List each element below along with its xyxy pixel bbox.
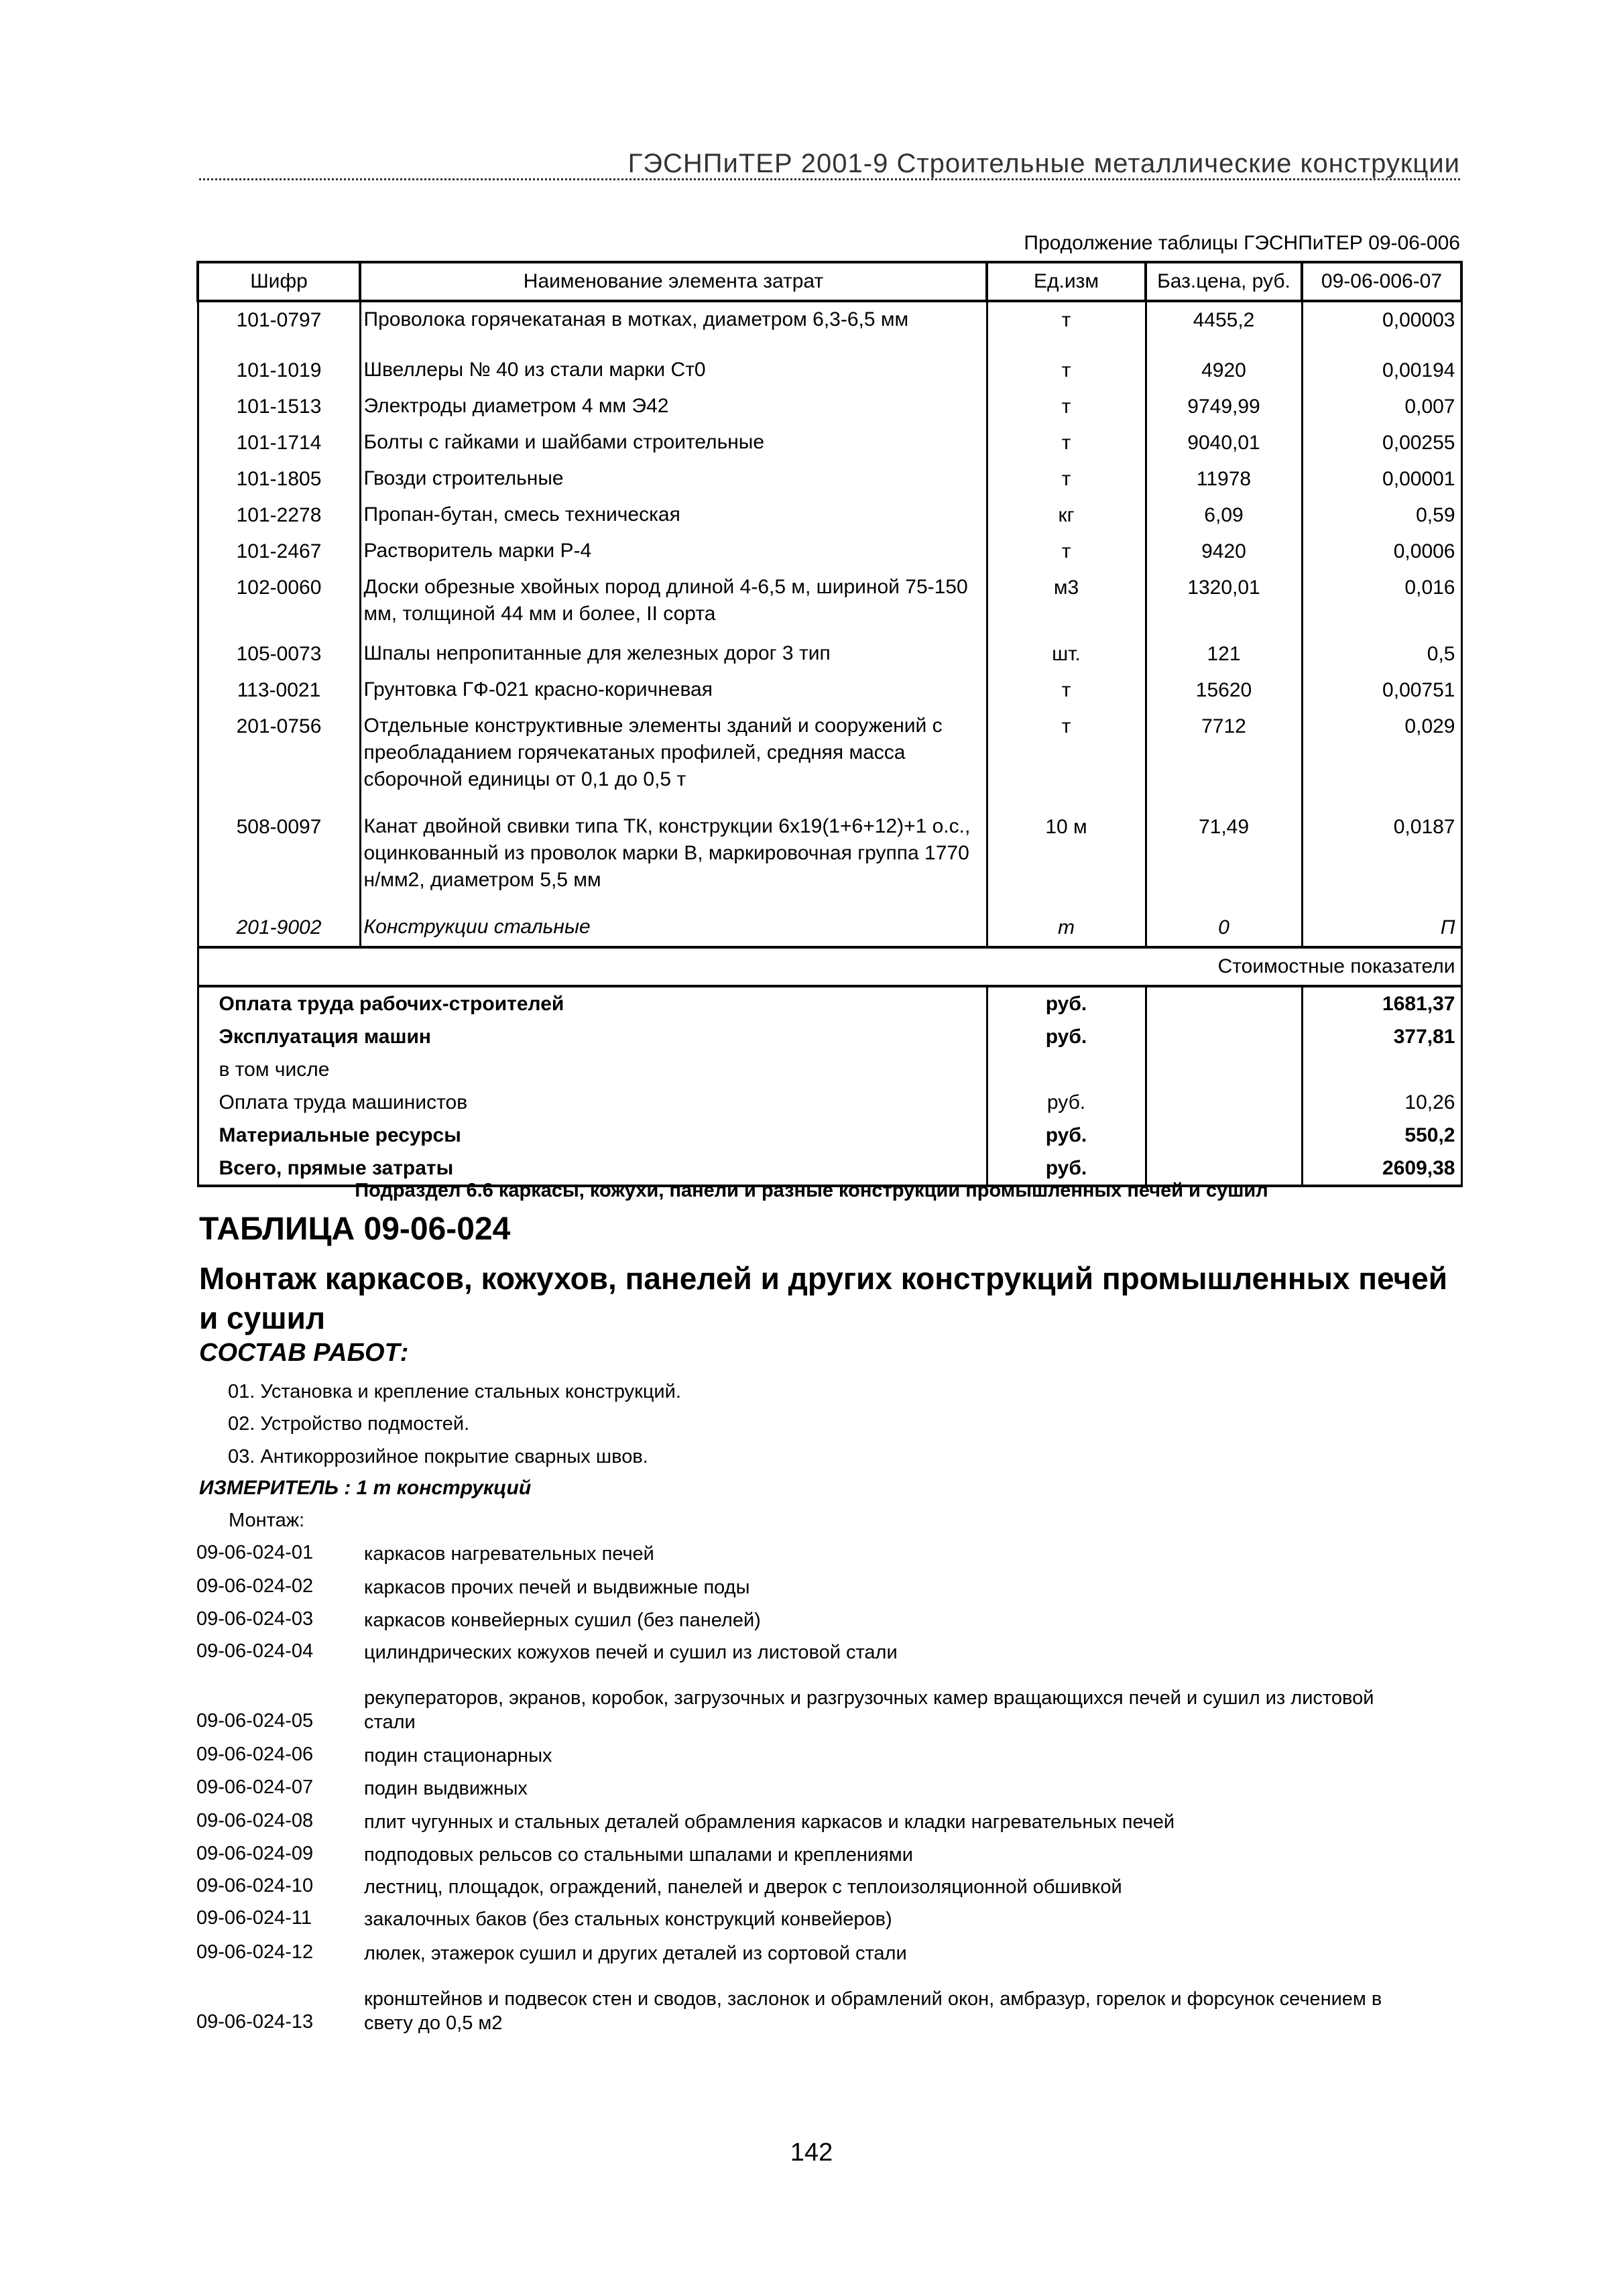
row-code: 102-0060 [198, 570, 360, 636]
position-code: 09-06-024-01 [196, 1542, 314, 1563]
row-code: 201-9002 [198, 910, 360, 947]
row-unit: 10 м [987, 809, 1146, 910]
summary-value: 1681,37 [1302, 986, 1461, 1020]
row-unit: т [987, 389, 1146, 425]
row-unit: т [987, 534, 1146, 570]
row-name: Швеллеры № 40 из стали марки Ст0 [360, 353, 987, 389]
position-text: подподовых рельсов со стальными шпалами и креплениями [364, 1844, 913, 1866]
position-code: 09-06-024-09 [196, 1843, 314, 1864]
resource-table [196, 261, 1463, 1187]
summary-row [198, 986, 1461, 1020]
table-row [198, 534, 1461, 570]
row-price: 121 [1146, 636, 1302, 672]
row-price: 9749,99 [1146, 389, 1302, 425]
row-code: 101-1805 [198, 461, 360, 497]
position-text: каркасов нагревательных печей [364, 1543, 654, 1565]
col-header-name: Наименование элемента затрат [360, 262, 987, 301]
row-price: 1320,01 [1146, 570, 1302, 636]
row-value: 0,0006 [1302, 534, 1461, 570]
summary-unit: руб. [987, 1152, 1146, 1186]
row-value: 0,016 [1302, 570, 1461, 636]
row-code: 113-0021 [198, 672, 360, 709]
position-code: 09-06-024-08 [196, 1810, 314, 1831]
row-code: 101-2278 [198, 497, 360, 534]
row-code: 101-2467 [198, 534, 360, 570]
summary-unit: руб. [987, 1119, 1146, 1152]
summary-empty [1146, 1053, 1302, 1086]
summary-unit: руб. [987, 1020, 1146, 1053]
row-unit: т [987, 709, 1146, 809]
cost-indicators-label: Стоимостные показатели [198, 947, 1461, 986]
position-code: 09-06-024-03 [196, 1608, 314, 1630]
table-row [198, 353, 1461, 389]
position-code: 09-06-024-04 [196, 1640, 314, 1662]
measure-unit: ИЗМЕРИТЕЛЬ : 1 т конструкций [199, 1477, 532, 1499]
summary-unit [987, 1053, 1146, 1086]
row-value: 0,59 [1302, 497, 1461, 534]
row-unit: т [987, 301, 1146, 353]
row-name: Грунтовка ГФ-021 красно-коричневая [360, 672, 987, 709]
summary-unit: руб. [987, 1086, 1146, 1119]
row-name: Гвозди строительные [360, 461, 987, 497]
summary-label: в том числе [198, 1053, 987, 1086]
summary-value [1302, 1053, 1461, 1086]
row-price: 11978 [1146, 461, 1302, 497]
row-value: П [1302, 910, 1461, 947]
row-code: 508-0097 [198, 809, 360, 910]
summary-empty [1146, 986, 1302, 1020]
row-code: 101-1019 [198, 353, 360, 389]
row-unit: шт. [987, 636, 1146, 672]
summary-row [198, 1053, 1461, 1086]
position-code: 09-06-024-12 [196, 1941, 314, 1963]
summary-empty [1146, 1086, 1302, 1119]
row-code: 105-0073 [198, 636, 360, 672]
table-row [198, 497, 1461, 534]
table-row [198, 301, 1461, 353]
table-title: Монтаж каркасов, кожухов, панелей и других конструкций промышленных печей и сушил [199, 1261, 1448, 1335]
position-text: подин выдвижных [364, 1778, 528, 1799]
position-text: подин стационарных [364, 1745, 552, 1766]
position-text: каркасов прочих печей и выдвижные поды [364, 1577, 750, 1598]
row-code: 101-0797 [198, 301, 360, 353]
row-value: 0,5 [1302, 636, 1461, 672]
cost-indicators-row [198, 947, 1461, 986]
page-number: 142 [790, 2138, 833, 2167]
subsection-title: Подраздел 6.6 каркасы, кожухи, панели и разные конструкции промышленных печей и сушил [355, 1180, 1268, 1201]
table-row [198, 425, 1461, 461]
table-row [198, 636, 1461, 672]
montage-label: Монтаж: [229, 1510, 305, 1531]
position-code: 09-06-024-07 [196, 1776, 314, 1798]
row-price: 4920 [1146, 353, 1302, 389]
row-value: 0,00194 [1302, 353, 1461, 389]
row-value: 0,007 [1302, 389, 1461, 425]
row-unit: т [987, 353, 1146, 389]
row-name: Растворитель марки Р-4 [360, 534, 987, 570]
row-price: 15620 [1146, 672, 1302, 709]
row-price: 9040,01 [1146, 425, 1302, 461]
row-value: 0,029 [1302, 709, 1461, 809]
position-code: 09-06-024-02 [196, 1575, 314, 1597]
summary-label: Эксплуатация машин [198, 1020, 987, 1053]
row-name: Отдельные конструктивные элементы зданий и сооружений с преобладанием горячекатаных профилей, средняя масса сборочной единицы от 0,1 до 0,5 т [360, 709, 987, 809]
table-row [198, 809, 1461, 910]
row-code: 201-0756 [198, 709, 360, 809]
row-name: Болты с гайками и шайбами строительные [360, 425, 987, 461]
row-value: 0,00003 [1302, 301, 1461, 353]
summary-value: 550,2 [1302, 1119, 1461, 1152]
position-text: люлек, этажерок сушил и других деталей из сортовой стали [364, 1943, 907, 1964]
position-text: каркасов конвейерных сушил (без панелей) [364, 1610, 761, 1631]
work-item: 02. Устройство подмостей. [228, 1413, 470, 1435]
col-header-unit: Ед.изм [987, 262, 1146, 301]
table-code: ТАБЛИЦА 09-06-024 [199, 1211, 511, 1247]
summary-row [198, 1020, 1461, 1053]
summary-label: Материальные ресурсы [198, 1119, 987, 1152]
row-price: 9420 [1146, 534, 1302, 570]
row-value: 0,00001 [1302, 461, 1461, 497]
row-price: 0 [1146, 910, 1302, 947]
row-name: Шпалы непропитанные для железных дорог 3 тип [360, 636, 987, 672]
row-code: 101-1513 [198, 389, 360, 425]
row-price: 6,09 [1146, 497, 1302, 534]
table-header-row [198, 262, 1461, 301]
row-value: 0,00255 [1302, 425, 1461, 461]
row-unit: т [987, 461, 1146, 497]
position-code: 09-06-024-06 [196, 1744, 314, 1765]
position-code: 09-06-024-10 [196, 1875, 314, 1896]
row-value: 0,00751 [1302, 672, 1461, 709]
table-continuation-caption: Продолжение таблицы ГЭСНПиТЕР 09-06-006 [1024, 232, 1460, 254]
summary-row [198, 1086, 1461, 1119]
position-text: рекуператоров, экранов, коробок, загрузочных и разгрузочных камер вращающихся печей и сушил из листовой стали [364, 1687, 1374, 1733]
position-text: кронштейнов и подвесок стен и сводов, заслонок и обрамлений окон, амбразур, горелок и форсунок сечением в свету до 0,5 м2 [364, 1988, 1382, 2034]
row-value: 0,0187 [1302, 809, 1461, 910]
row-price: 7712 [1146, 709, 1302, 809]
row-unit: кг [987, 497, 1146, 534]
summary-empty [1146, 1119, 1302, 1152]
position-text: закалочных баков (без стальных конструкций конвейеров) [364, 1909, 892, 1930]
row-name: Проволока горячекатаная в мотках, диаметром 6,3-6,5 мм [360, 301, 987, 353]
table-row [198, 570, 1461, 636]
row-code: 101-1714 [198, 425, 360, 461]
work-item: 03. Антикоррозийное покрытие сварных швов. [228, 1446, 648, 1467]
row-price: 71,49 [1146, 809, 1302, 910]
row-name: Электроды диаметром 4 мм Э42 [360, 389, 987, 425]
summary-label: Оплата труда машинистов [198, 1086, 987, 1119]
work-item: 01. Установка и крепление стальных конструкций. [228, 1381, 681, 1402]
position-code: 09-06-024-05 [196, 1710, 314, 1732]
row-unit: т [987, 672, 1146, 709]
col-header-price: Баз.цена, руб. [1146, 262, 1302, 301]
table-row [198, 672, 1461, 709]
running-header: ГЭСНПиТЕР 2001-9 Строительные металлические конструкции [627, 149, 1460, 178]
position-text: плит чугунных и стальных деталей обрамления каркасов и кладки нагревательных печей [364, 1811, 1175, 1833]
summary-value: 2609,38 [1302, 1152, 1461, 1186]
col-header-norm: 09-06-006-07 [1302, 262, 1461, 301]
works-heading: СОСТАВ РАБОТ: [199, 1339, 409, 1367]
row-name: Конструкции стальные [360, 910, 987, 947]
position-code: 09-06-024-11 [196, 1907, 312, 1929]
row-unit: т [987, 910, 1146, 947]
row-name: Канат двойной свивки типа ТК, конструкции 6х19(1+6+12)+1 о.с., оцинкованный из проволок марки В, маркировочная группа 1770 н/мм2, диаметром 5,5 мм [360, 809, 987, 910]
row-price: 4455,2 [1146, 301, 1302, 353]
summary-label: Всего, прямые затраты [198, 1152, 987, 1186]
table-row [198, 910, 1461, 947]
row-name: Доски обрезные хвойных пород длиной 4-6,5 м, шириной 75-150 мм, толщиной 44 мм и более, II сорта [360, 570, 987, 636]
summary-unit: руб. [987, 986, 1146, 1020]
table-row [198, 709, 1461, 809]
summary-empty [1146, 1020, 1302, 1053]
summary-row [198, 1119, 1461, 1152]
position-code: 09-06-024-13 [196, 2011, 314, 2033]
summary-label: Оплата труда рабочих-строителей [198, 986, 987, 1020]
summary-value: 377,81 [1302, 1020, 1461, 1053]
summary-value: 10,26 [1302, 1086, 1461, 1119]
col-header-code: Шифр [198, 262, 360, 301]
row-unit: м3 [987, 570, 1146, 636]
row-unit: т [987, 425, 1146, 461]
table-row [198, 389, 1461, 425]
position-text: лестниц, площадок, ограждений, панелей и дверок с теплоизоляционной обшивкой [364, 1876, 1122, 1898]
header-divider [199, 178, 1460, 180]
row-name: Пропан-бутан, смесь техническая [360, 497, 987, 534]
table-row [198, 461, 1461, 497]
position-text: цилиндрических кожухов печей и сушил из листовой стали [364, 1642, 898, 1663]
